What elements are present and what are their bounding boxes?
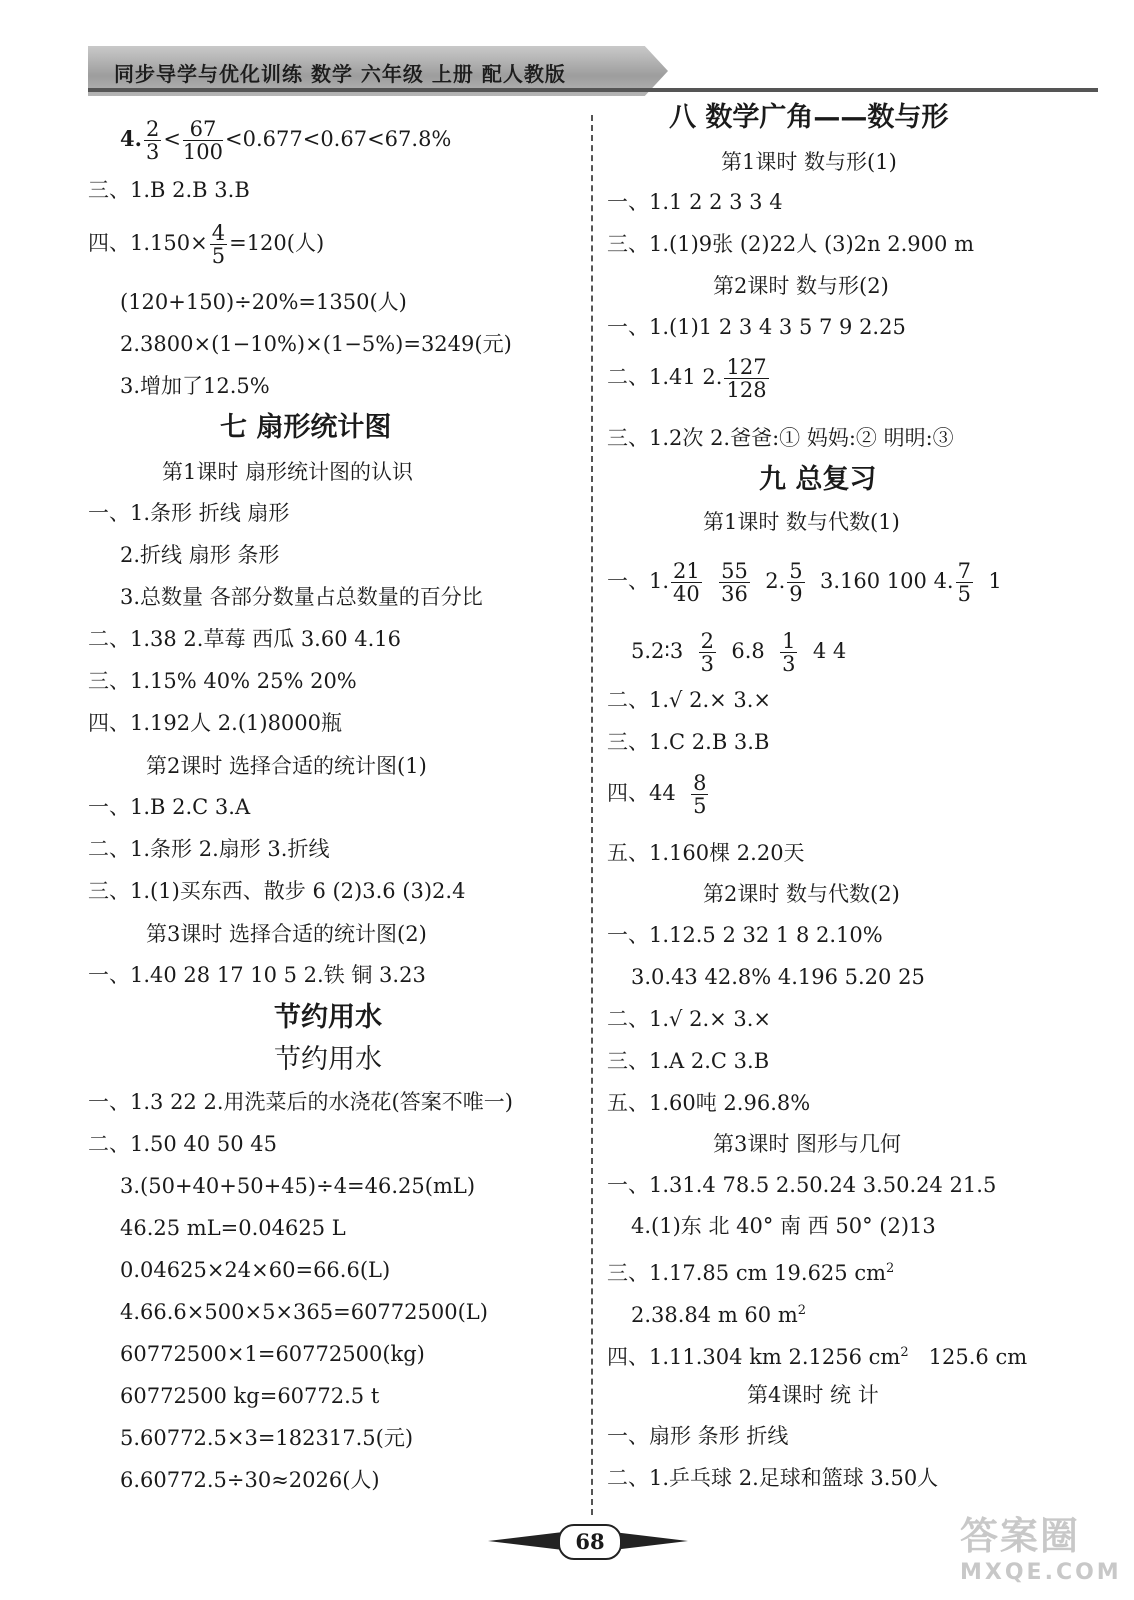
column-divider: [591, 115, 593, 1515]
fraction: $\frac{2}{3}$: [145, 117, 160, 164]
lesson-title: 第3课时 图形与几何: [713, 1132, 902, 1156]
answer-line: 二、1.条形 2.扇形 3.折线: [88, 837, 330, 861]
answer-line: 三、1.A 2.C 3.B: [607, 1049, 770, 1073]
answer-line: 四、1.192人 2.(1)8000瓶: [88, 711, 343, 735]
answer-line: 一、扇形 条形 折线: [607, 1424, 789, 1448]
fraction: $\frac{1}{3}$: [782, 629, 796, 676]
answer-line: 三、1.B 2.B 3.B: [88, 178, 250, 202]
answer-line: 一、1.3 22 2.用洗菜后的水浇花(答案不唯一): [88, 1090, 513, 1114]
lesson-title: 第2课时 数与代数(2): [703, 882, 900, 906]
lesson-title: 第2课时 选择合适的统计图(1): [146, 754, 427, 778]
section-title: 七 扇形统计图: [220, 412, 392, 443]
answer-line: 3.0.43 42.8% 4.196 5.20 25: [631, 965, 925, 989]
answer-line: 2.折线 扇形 条形: [120, 543, 280, 567]
answer-line: 三、1.(1)买东西、散步 6 (2)3.6 (3)2.4: [88, 879, 466, 903]
answer-line: 6.60772.5÷30≈2026(人): [120, 1468, 380, 1492]
answer-line: 三、1.17.85 cm 19.625 $cm^2$: [607, 1261, 895, 1285]
answer-line: 60772500×1=60772500(kg): [120, 1342, 425, 1366]
answer-line: 一、1.40 28 17 10 5 2.铁 铜 3.23: [88, 963, 426, 987]
answer-line: 二、1.50 40 50 45: [88, 1132, 277, 1156]
answer-line: 一、1.(1)1 2 3 4 3 5 7 9 2.25: [607, 315, 906, 339]
answer-line: 五、1.160棵 2.20天: [607, 841, 805, 865]
lesson-title: 节约用水: [274, 1044, 382, 1075]
answer-line: 一、1.B 2.C 3.A: [88, 795, 251, 819]
section-title: 节约用水: [274, 1002, 382, 1033]
page-number-badge: [488, 1524, 688, 1558]
header-rule: [88, 88, 1098, 92]
answer-line: 二、1.41 2. $\frac{127}{128}$: [607, 355, 767, 402]
lesson-title: 第3课时 选择合适的统计图(2): [146, 922, 427, 946]
fraction: $\frac{67}{100}$: [182, 117, 224, 164]
lesson-title: 第2课时 数与形(2): [713, 274, 889, 298]
answer-line: 3.总数量 各部分数量占总数量的百分比: [120, 585, 483, 609]
section-title: 八 数学广角——数与形: [669, 102, 949, 133]
fraction: $\frac{5}{9}$: [789, 559, 803, 606]
ribbon-left-icon: [488, 1532, 563, 1550]
answer-line: 2.3800×(1−10%)×(1−5%)=3249(元): [120, 332, 512, 356]
answer-line: 0.04625×24×60=66.6(L): [120, 1258, 391, 1282]
answer-line: 一、1.31.4 78.5 2.50.24 3.50.24 21.5: [607, 1173, 997, 1197]
fraction: $\frac{55}{36}$: [721, 559, 748, 606]
answer-line: (120+150)÷20%=1350(人): [120, 290, 407, 314]
lesson-title: 第1课时 数与代数(1): [703, 510, 900, 534]
lesson-title: 第4课时 统 计: [747, 1383, 879, 1407]
answer-line: 四、1.150× $\frac{4}{5}$ =120(人): [88, 221, 325, 268]
answer-line: 四、1.11.304 km 2.1256 $cm^2$ 125.6 cm: [607, 1345, 1028, 1369]
answer-line: 5.2∶3 $\frac{2}{3}$ 6.8 $\frac{1}{3}$ 4 4: [631, 629, 847, 676]
page-number: 68: [558, 1524, 622, 1560]
fraction: $\frac{21}{40}$: [673, 559, 700, 606]
answer-line: 60772500 kg=60772.5 t: [120, 1384, 380, 1408]
answer-line: 一、1.1 2 2 3 3 4: [607, 190, 783, 214]
answer-line: 5.60772.5×3=182317.5(元): [120, 1426, 414, 1450]
answer-line: 46.25 mL=0.04625 L: [120, 1216, 346, 1240]
answer-line: 四、44 $\frac{8}{5}$: [607, 771, 707, 818]
ribbon-right-icon: [613, 1532, 688, 1550]
answer-line: 4.(1)东 北 40° 南 西 50° (2)13: [631, 1214, 936, 1238]
answer-line: 一、1. $\frac{21}{40}$ $\frac{55}{36}$ 2. $\frac{5}{9}$ 3.160 100 4. $\frac{7}{5}$ 1: [607, 559, 1002, 606]
fraction: $\frac{127}{128}$: [726, 355, 767, 402]
fraction: $\frac{4}{5}$: [211, 221, 226, 268]
answer-line: 三、1.2次 2.爸爸:① 妈妈:② 明明:③: [607, 426, 954, 450]
answer-line: 二、1.√ 2.× 3.×: [607, 688, 772, 712]
answer-line: 2.38.84 m 60 $m^2$: [631, 1303, 807, 1327]
answer-line: 一、1.12.5 2 32 1 8 2.10%: [607, 923, 883, 947]
answer-line: 二、1.38 2.草莓 西瓜 3.60 4.16: [88, 627, 402, 651]
fraction: $\frac{8}{5}$: [693, 771, 707, 818]
fraction: $\frac{2}{3}$: [700, 629, 714, 676]
answer-line: 二、1.乒乓球 2.足球和篮球 3.50人: [607, 1466, 939, 1490]
answer-line: 三、1.C 2.B 3.B: [607, 730, 770, 754]
lesson-title: 第1课时 扇形统计图的认识: [162, 460, 414, 484]
answer-line: 二、1.√ 2.× 3.×: [607, 1007, 772, 1031]
answer-line: 三、1.15% 40% 25% 20%: [88, 669, 357, 693]
watermark-logo: 答案圈 MXQE.COM: [960, 1514, 1122, 1585]
answer-line: 4.66.6×500×5×365=60772500(L): [120, 1300, 488, 1324]
header-title: 同步导学与优化训练 数学 六年级 上册 配人教版: [114, 62, 566, 86]
answer-line: 4. $\frac{2}{3}$ < $\frac{67}{100}$ <0.677<0.67<67.8%: [120, 117, 452, 164]
section-title: 九 总复习: [759, 464, 877, 495]
answer-line: 3.增加了12.5%: [120, 374, 270, 398]
lesson-title: 第1课时 数与形(1): [721, 150, 897, 174]
answer-line: 三、1.(1)9张 (2)22人 (3)2n 2.900 m: [607, 232, 974, 256]
answer-line: 五、1.60吨 2.96.8%: [607, 1091, 811, 1115]
fraction: $\frac{7}{5}$: [957, 559, 971, 606]
answer-line: 3.(50+40+50+45)÷4=46.25(mL): [120, 1174, 476, 1198]
answer-line: 一、1.条形 折线 扇形: [88, 501, 290, 525]
